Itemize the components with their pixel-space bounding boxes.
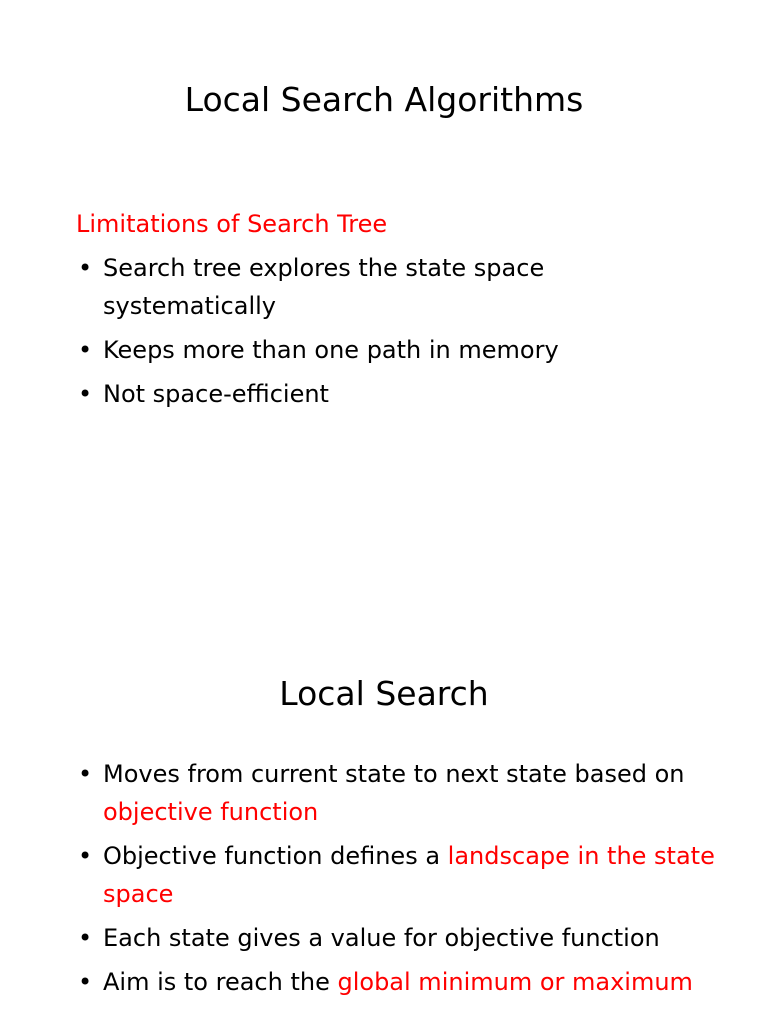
bullet-item (76, 963, 716, 1001)
slide-title: Local Search (279, 674, 489, 713)
bullet-item: • Search tree explores the state space systematically (76, 249, 716, 325)
highlighted-term: global minimum or maximum (337, 968, 693, 996)
slide-content (76, 205, 716, 419)
bullet-text: Each state gives a value for objective function (103, 924, 660, 952)
slide-content (76, 755, 716, 1007)
highlighted-term: objective function (103, 798, 319, 826)
bullet-item: • Not space-efficient (76, 375, 716, 413)
bullet-item: • Keeps more than one path in memory (76, 331, 716, 369)
bullet-item (76, 755, 716, 831)
bullet-list (76, 249, 716, 413)
bullet-text: Objective function defines a (103, 842, 448, 870)
bullet-list (76, 755, 716, 1001)
bullet-item (76, 837, 716, 913)
bullet-text: Moves from current state to next state based on (103, 760, 685, 788)
slide-title: Local Search Algorithms (184, 80, 584, 119)
highlighted-term: landscape in the state space (103, 842, 715, 908)
subheading: Limitations of Search Tree (76, 210, 388, 238)
bullet-text: Aim is to reach the (103, 968, 338, 996)
bullet-item (76, 919, 716, 957)
slide-local-search-algorithms (0, 0, 768, 500)
